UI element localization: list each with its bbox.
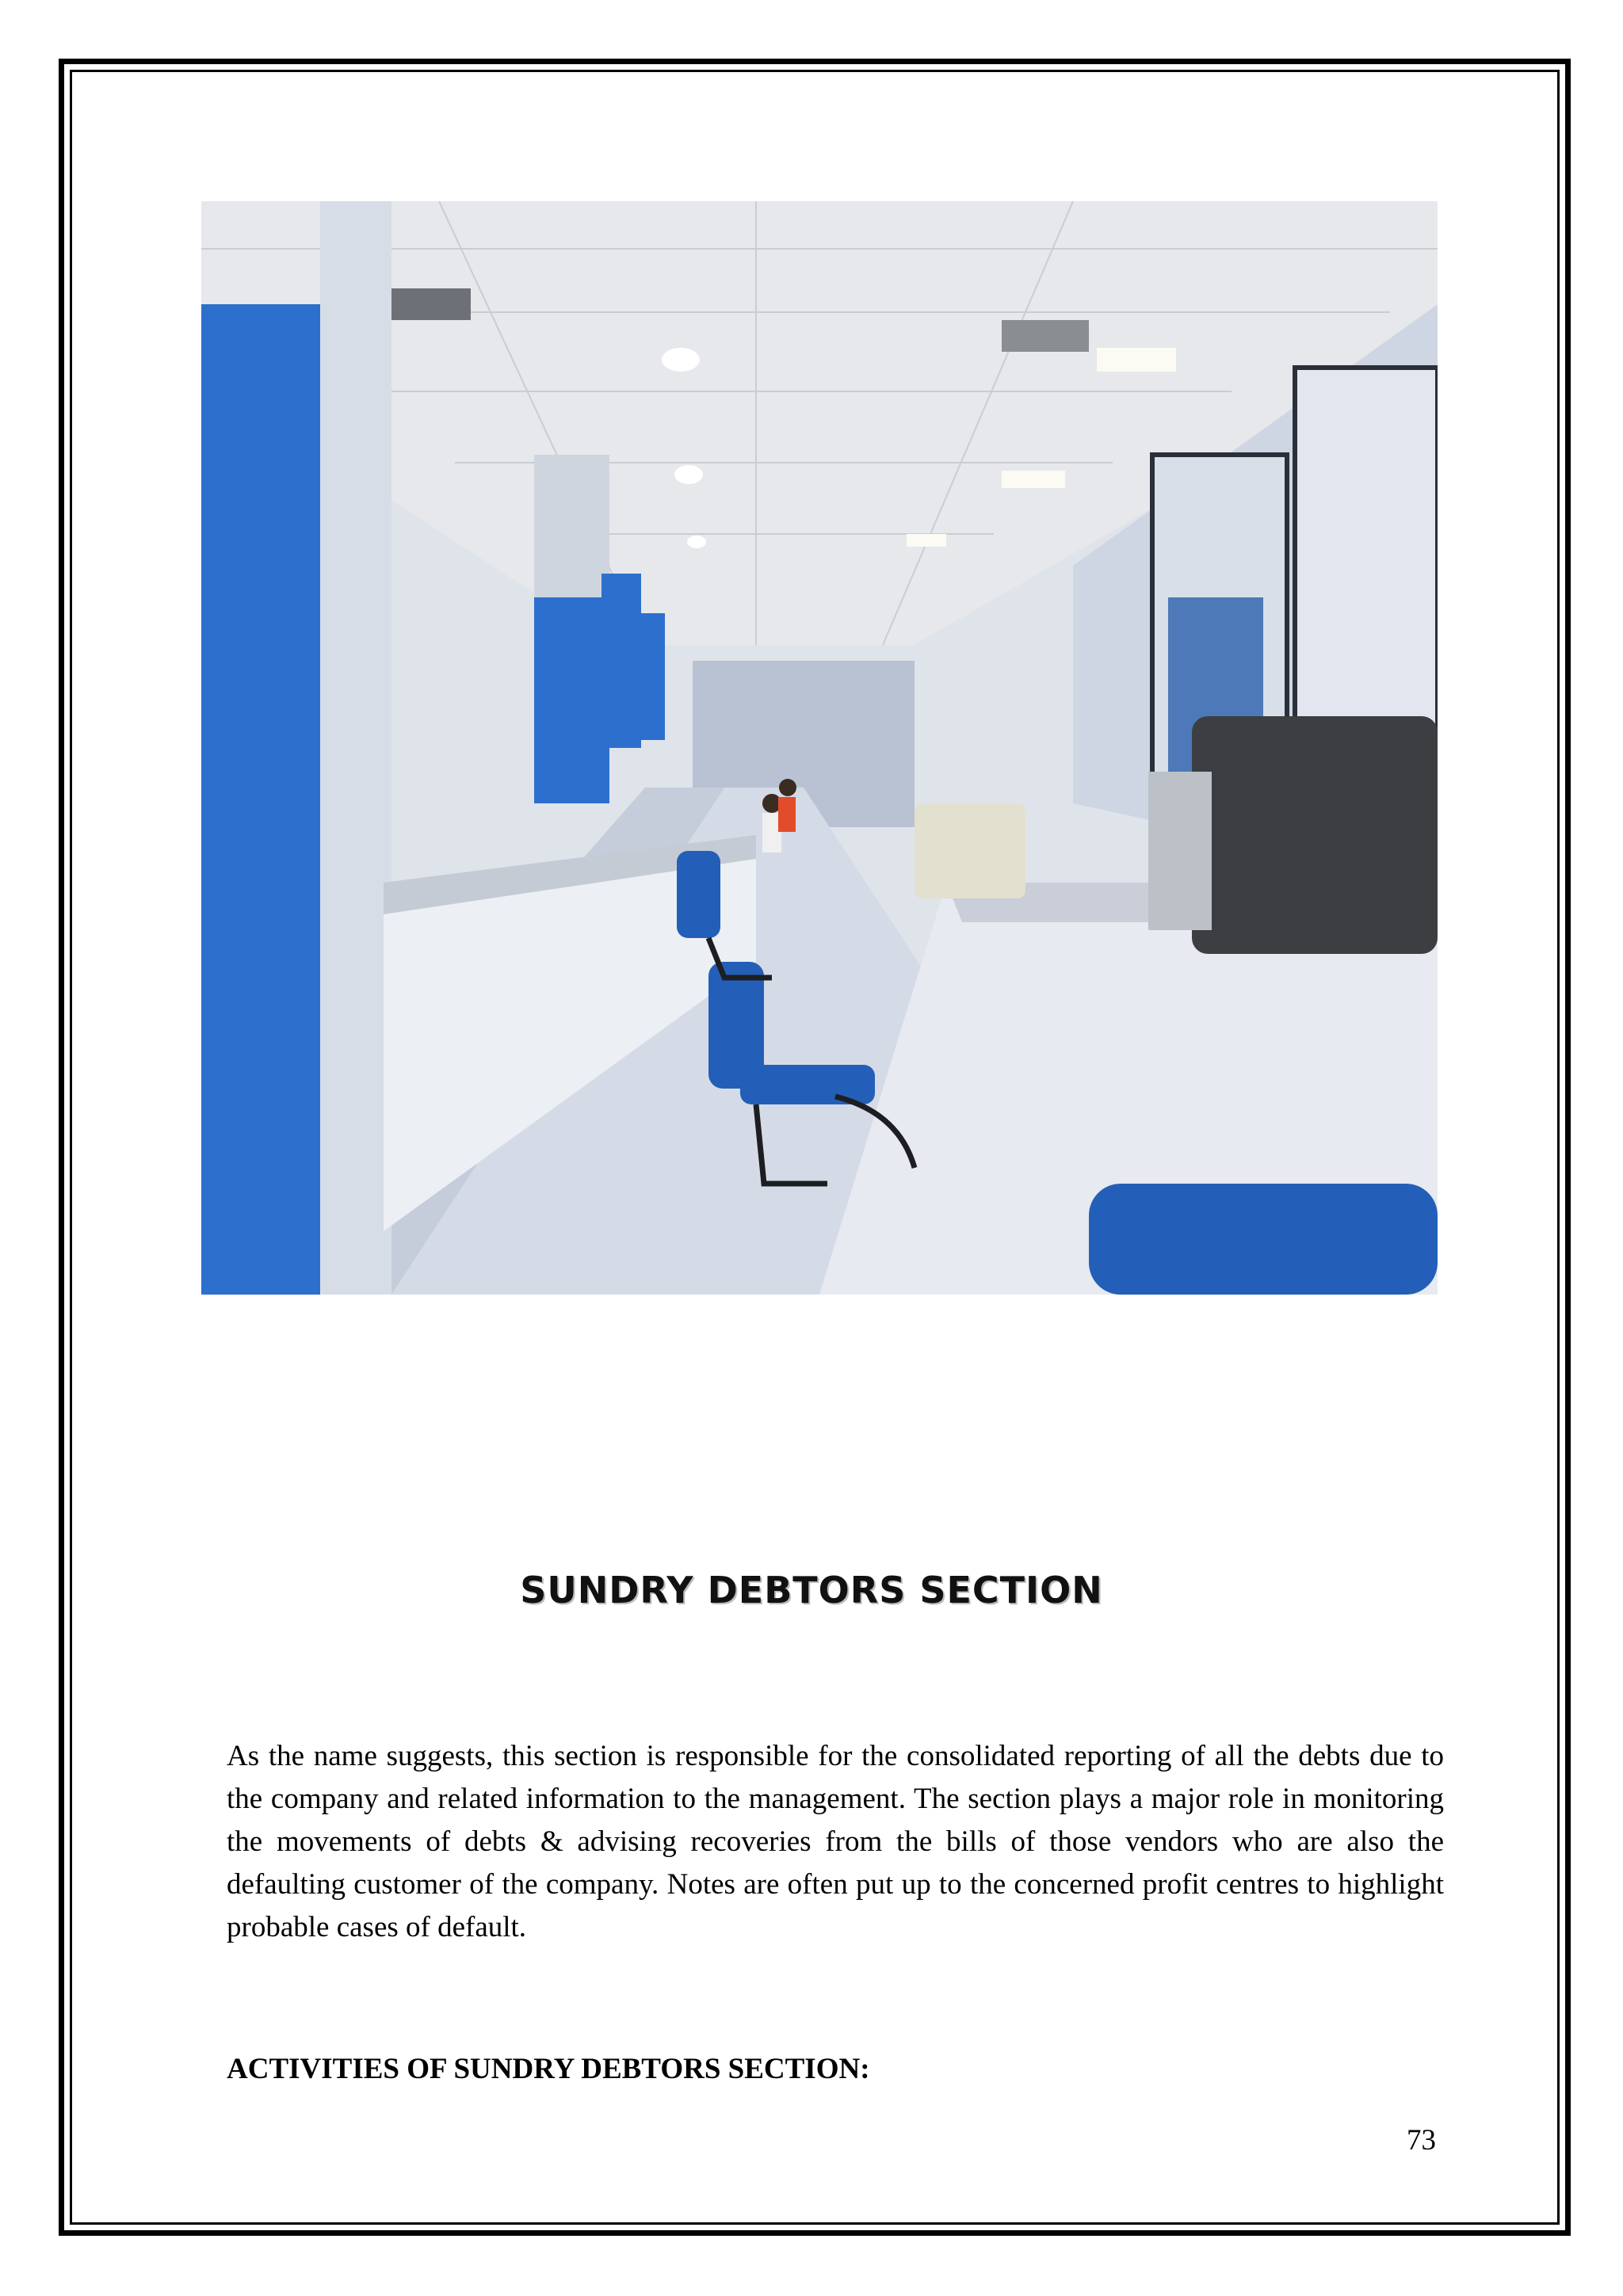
office-photo-icon: [201, 201, 1438, 1295]
page-number: 73: [1407, 2124, 1436, 2157]
section-paragraph: As the name suggests, this section is responsible for the consolidated reporting of all the debts due to the company and related information to the management. The section plays a major role in monitoring the movements of debts & advising recoveries from the bills of those vendors who are also the defaulting customer of the company. Notes are often put up to the concerned profit centres to highlight probable cases of default.: [227, 1740, 1444, 1943]
section-title: SUNDRY DEBTORS SECTION: [520, 1569, 1103, 1611]
activities-subheading: ACTIVITIES OF SUNDRY DEBTORS SECTION:: [227, 2053, 870, 2085]
office-photo: [201, 201, 1438, 1295]
